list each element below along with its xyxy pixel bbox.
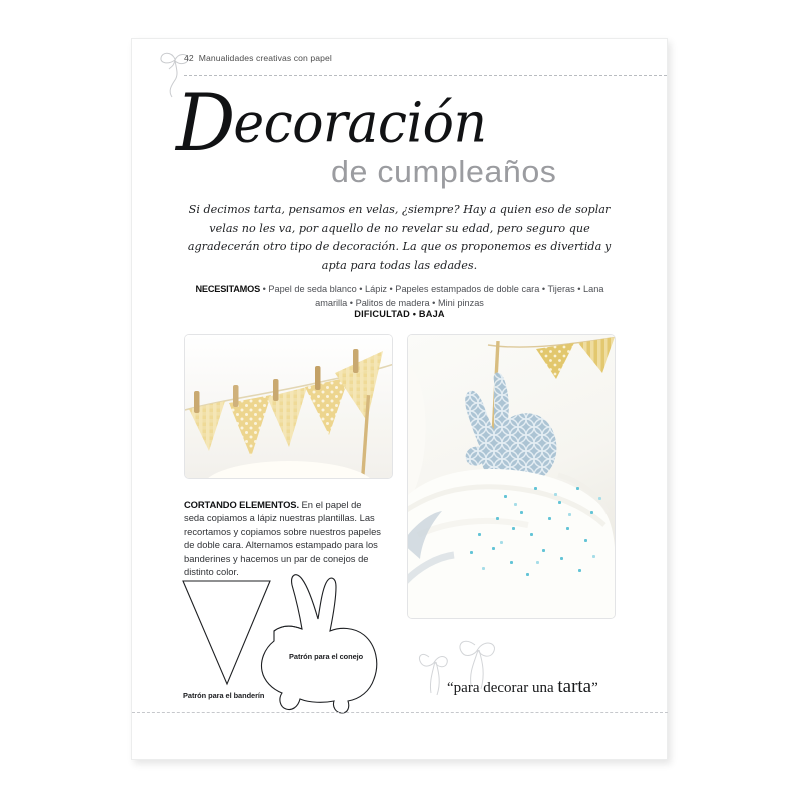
header-divider <box>184 75 667 76</box>
pull-quote <box>447 676 598 698</box>
section-title: Manualidades creativas con papel <box>198 53 332 63</box>
banderin-pattern-shape <box>183 581 270 684</box>
difficulty-label: DIFICULTAD • BAJA <box>354 309 445 319</box>
quote-open: “ <box>447 680 454 696</box>
intro-paragraph: Si decimos tarta, pensamos en velas, ¿siempre? Hay a quien eso de soplar velas no les va, por aquello de no revelar su edad, pero seguro que agradecerán otro tipo de decoración. La que os proponemos es divertida y apta para todas las edades. <box>187 203 612 272</box>
body-copy <box>184 498 384 578</box>
conejo-pattern-label: Patrón para el conejo <box>289 652 364 661</box>
page-number: 42 <box>184 53 194 63</box>
title-drop-cap: D <box>176 77 232 170</box>
quote-lead: para decorar una <box>453 680 558 696</box>
footer-divider <box>132 712 668 713</box>
body-copy-text: En el papel de seda copiamos a lápiz nuestras plantillas. Las recortamos y copiamos sobre nuestros papeles de doble cara. Alternamos estampado para los banderines y hacemos un par de conejos de distinto color. <box>184 499 381 578</box>
body-copy-heading: CORTANDO ELEMENTOS. <box>184 499 299 510</box>
page-subtitle: de cumpleaños <box>331 154 557 189</box>
magazine-page <box>131 38 668 760</box>
conejo-pattern-shape <box>262 575 377 713</box>
title-body: ecoración <box>233 91 487 156</box>
materials-list <box>182 282 617 310</box>
running-head <box>184 53 332 63</box>
quote-close: ” <box>591 680 598 696</box>
quote-emphasis: tarta <box>557 676 592 697</box>
materials-items: • Papel de seda blanco • Lápiz • Papeles estampados de doble cara • Tijeras • Lana amarilla • Palitos de madera • Mini pinzas <box>262 284 604 308</box>
photo-bunting <box>184 334 393 479</box>
materials-label: NECESITAMOS <box>195 284 260 294</box>
page-title <box>176 77 487 170</box>
banderin-pattern-label: Patrón para el banderín <box>183 691 265 700</box>
